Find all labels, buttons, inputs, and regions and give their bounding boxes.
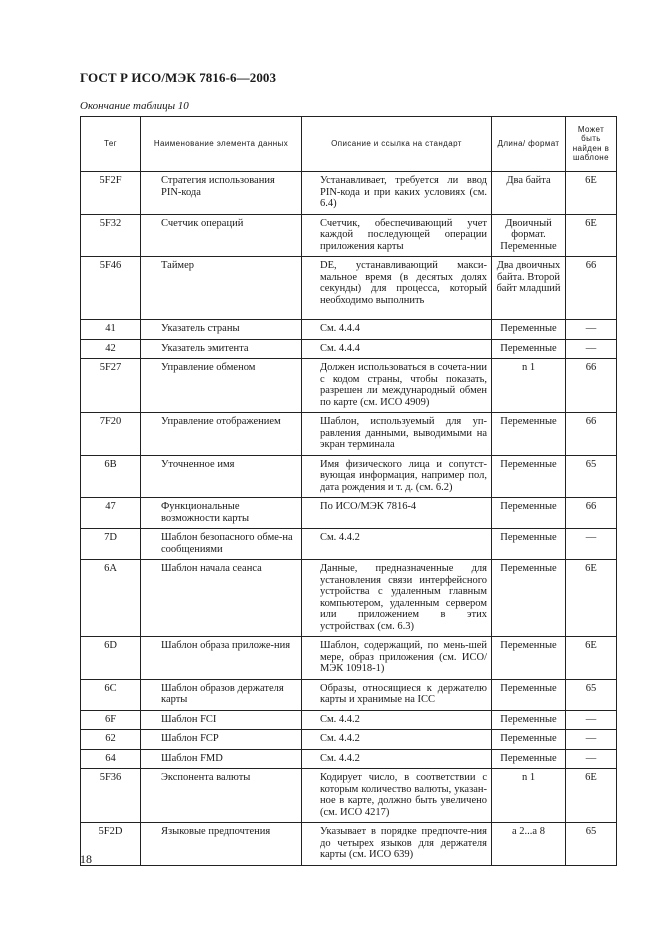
cell-name: Шаблон FMD [141, 749, 302, 769]
cell-tag: 5F27 [81, 359, 141, 413]
cell-length: a 2...a 8 [492, 823, 566, 866]
cell-name: Шаблон безопасного обме-на сообщениями [141, 529, 302, 560]
table-row [81, 529, 617, 560]
cell-name: Стратегия использования PIN-кода [141, 172, 302, 215]
cell-description: См. 4.4.4 [302, 339, 492, 359]
cell-tag: 7F20 [81, 413, 141, 456]
cell-tag: 6B [81, 455, 141, 498]
data-elements-table [80, 116, 617, 866]
table-body [81, 172, 617, 866]
cell-template: 6E [566, 769, 617, 823]
cell-description: Шаблон, содержащий, по мень-шей мере, образ приложения (см. ИСО/МЭК 10918-1) [302, 637, 492, 680]
cell-template: 65 [566, 455, 617, 498]
cell-description: Данные, предназначенные для установления связи интерфейсного устройства с удаленным главным компьютером, удаленным сервером или приложением в этих устройствах (см. 6.3) [302, 560, 492, 637]
cell-tag: 6F [81, 710, 141, 730]
cell-template: 65 [566, 823, 617, 866]
cell-description: Должен использоваться в сочета-нии с кодом страны, чтобы показать, разрешен ли международный обмен по карте (см. ИСО 4909) [302, 359, 492, 413]
column-header-name: Наименование элемента данных [141, 117, 302, 172]
cell-template: — [566, 320, 617, 340]
cell-length: Переменные [492, 637, 566, 680]
cell-name: Управление обменом [141, 359, 302, 413]
cell-tag: 6C [81, 679, 141, 710]
cell-length: Двоичный формат. Переменные [492, 214, 566, 257]
cell-name: Языковые предпочтения [141, 823, 302, 866]
cell-description: Устанавливает, требуется ли ввод PIN-кода и при каких условиях (см. 6.4) [302, 172, 492, 215]
table-row [81, 637, 617, 680]
cell-tag: 6A [81, 560, 141, 637]
cell-name: Шаблон FCI [141, 710, 302, 730]
cell-name: Шаблон образов держателя карты [141, 679, 302, 710]
table-caption: Окончание таблицы 10 [80, 100, 189, 112]
table-row [81, 769, 617, 823]
column-header-template: Может быть найден в шаблоне [566, 117, 617, 172]
cell-tag: 47 [81, 498, 141, 529]
cell-length: Переменные [492, 730, 566, 750]
cell-description: См. 4.4.2 [302, 749, 492, 769]
cell-tag: 6D [81, 637, 141, 680]
table-row [81, 560, 617, 637]
cell-name: Шаблон начала сеанса [141, 560, 302, 637]
cell-name: Экспонента валюты [141, 769, 302, 823]
cell-length: Два байта [492, 172, 566, 215]
cell-description: См. 4.4.2 [302, 730, 492, 750]
column-header-tag: Тег [81, 117, 141, 172]
table-row [81, 339, 617, 359]
cell-description: Указывает в порядке предпочте-ния до четырех языков для держателя карты (см. ИСО 639) [302, 823, 492, 866]
cell-length: Переменные [492, 710, 566, 730]
cell-template: — [566, 730, 617, 750]
cell-length: Переменные [492, 498, 566, 529]
cell-name: Функциональные возможности карты [141, 498, 302, 529]
cell-tag: 7D [81, 529, 141, 560]
cell-description: Имя физического лица и сопутст-вующая информация, например пол, дата рождения и т. д. (см. 6.2) [302, 455, 492, 498]
cell-length: Переменные [492, 413, 566, 456]
cell-description: См. 4.4.4 [302, 320, 492, 340]
table-row [81, 823, 617, 866]
cell-tag: 64 [81, 749, 141, 769]
cell-template: 66 [566, 257, 617, 320]
cell-description: По ИСО/МЭК 7816-4 [302, 498, 492, 529]
cell-tag: 42 [81, 339, 141, 359]
table-row [81, 455, 617, 498]
cell-description: Шаблон, используемый для уп-равления данными, выводимыми на экран терминала [302, 413, 492, 456]
cell-length: Переменные [492, 749, 566, 769]
cell-name: Указатель эмитента [141, 339, 302, 359]
cell-length: n 1 [492, 359, 566, 413]
table-row [81, 320, 617, 340]
table-row [81, 359, 617, 413]
cell-template: 65 [566, 679, 617, 710]
cell-length: Переменные [492, 560, 566, 637]
cell-length: Переменные [492, 455, 566, 498]
cell-template: 66 [566, 413, 617, 456]
table-row [81, 679, 617, 710]
table-row [81, 749, 617, 769]
cell-name: Указатель страны [141, 320, 302, 340]
table-row [81, 710, 617, 730]
column-header-description: Описание и ссылка на стандарт [302, 117, 492, 172]
cell-template: 6E [566, 560, 617, 637]
cell-length: Два двоичных байта. Второй байт младший [492, 257, 566, 320]
cell-name: Шаблон образа приложе-ния [141, 637, 302, 680]
cell-name: Уточненное имя [141, 455, 302, 498]
cell-template: — [566, 749, 617, 769]
table-row [81, 214, 617, 257]
table-row [81, 498, 617, 529]
cell-template: 66 [566, 498, 617, 529]
cell-template: — [566, 339, 617, 359]
cell-template: — [566, 529, 617, 560]
table-row [81, 257, 617, 320]
cell-length: Переменные [492, 320, 566, 340]
cell-name: Счетчик операций [141, 214, 302, 257]
cell-description: Счетчик, обеспечивающий учет каждой последующей операции приложения карты [302, 214, 492, 257]
cell-description: См. 4.4.2 [302, 529, 492, 560]
cell-length: Переменные [492, 529, 566, 560]
document-title: ГОСТ Р ИСО/МЭК 7816-6—2003 [80, 70, 277, 85]
table-row [81, 730, 617, 750]
cell-length: Переменные [492, 339, 566, 359]
cell-tag: 5F32 [81, 214, 141, 257]
cell-template: 6E [566, 637, 617, 680]
cell-length: Переменные [492, 679, 566, 710]
page-number: 18 [80, 852, 92, 866]
cell-template: 66 [566, 359, 617, 413]
cell-template: 6E [566, 172, 617, 215]
cell-name: Таймер [141, 257, 302, 320]
cell-description: См. 4.4.2 [302, 710, 492, 730]
cell-tag: 41 [81, 320, 141, 340]
cell-description: DE, устанавливающий макси-мальное время (в десятых долях секунды) для процесса, который необходимо выполнить [302, 257, 492, 320]
cell-name: Управление отображением [141, 413, 302, 456]
cell-description: Образы, относящиеся к держателю карты и хранимые на ICC [302, 679, 492, 710]
table-header [81, 117, 617, 172]
cell-tag: 5F2D [81, 823, 141, 866]
table-row [81, 172, 617, 215]
cell-template: — [566, 710, 617, 730]
cell-template: 6E [566, 214, 617, 257]
cell-tag: 62 [81, 730, 141, 750]
cell-name: Шаблон FCP [141, 730, 302, 750]
cell-tag: 5F36 [81, 769, 141, 823]
cell-tag: 5F2F [81, 172, 141, 215]
cell-description: Кодирует число, в соответствии с которым количество валюты, указан-ное в карте, должно быть увеличено (см. ИСО 4217) [302, 769, 492, 823]
cell-length: n 1 [492, 769, 566, 823]
table-row [81, 413, 617, 456]
column-header-length: Длина/ формат [492, 117, 566, 172]
cell-tag: 5F46 [81, 257, 141, 320]
